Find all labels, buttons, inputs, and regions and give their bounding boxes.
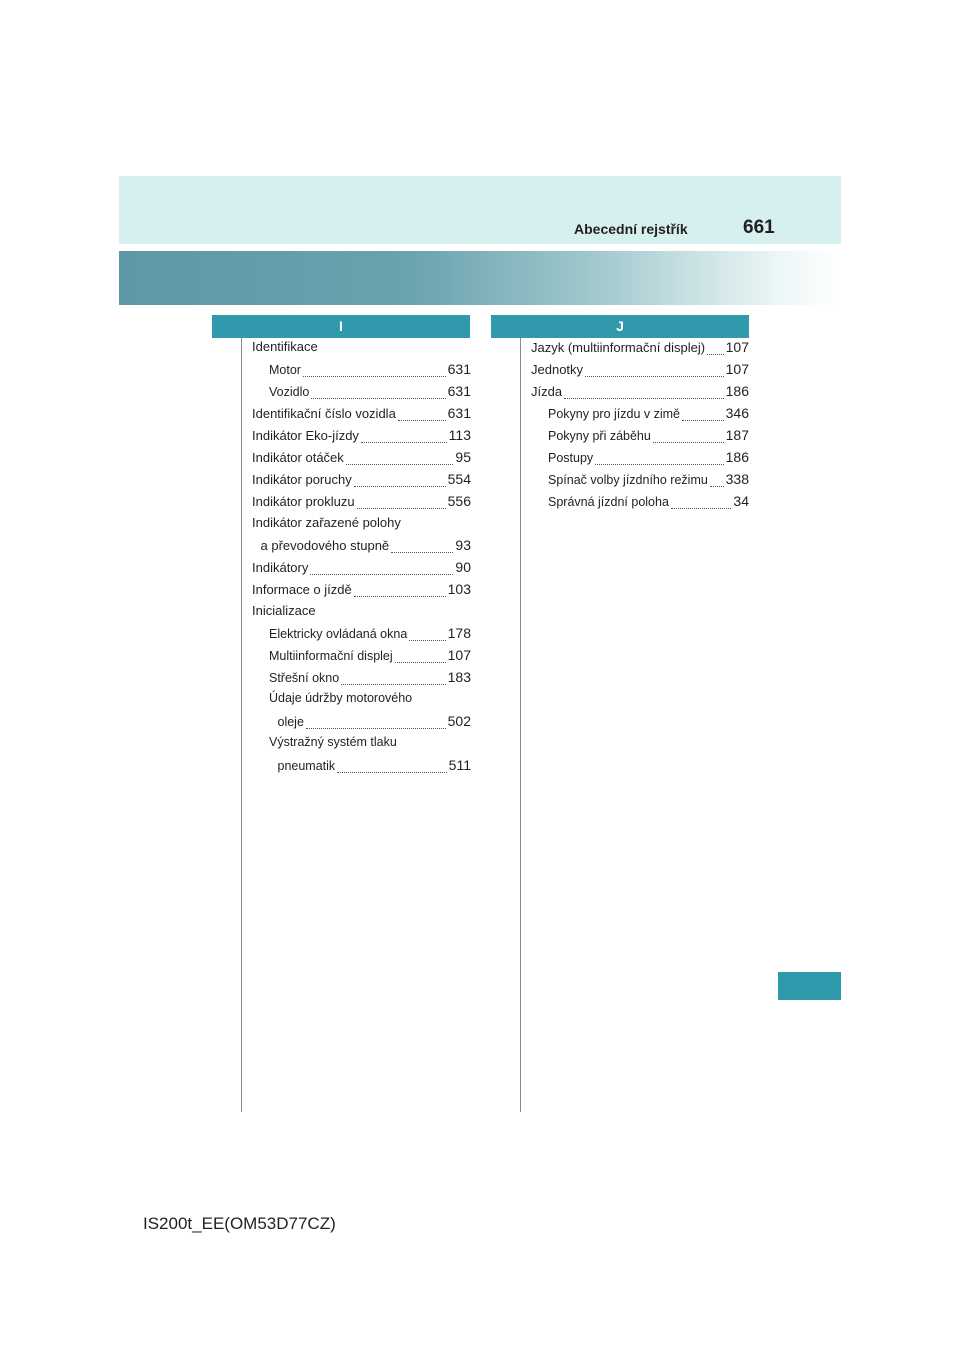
index-entry-label: Postupy: [548, 451, 594, 465]
leader-dots: [310, 574, 453, 575]
index-entry-label: Správná jízdní poloha: [548, 495, 669, 509]
leader-dots: [707, 354, 724, 355]
leader-dots: [341, 684, 445, 685]
index-entry: [252, 713, 471, 735]
index-entry: [252, 383, 471, 405]
index-entry-page: 554: [447, 471, 471, 487]
leader-dots: [682, 420, 724, 421]
index-entry-page: 556: [447, 493, 471, 509]
index-entry-label: Jazyk (multiinformační displej): [531, 340, 706, 355]
leader-dots: [595, 464, 723, 465]
index-entry: [252, 405, 471, 427]
column-divider: [241, 338, 242, 1112]
index-entry-label: Indikátor Eko-jízdy: [252, 428, 359, 443]
index-entry-label: Pokyny pro jízdu v zimě: [548, 407, 680, 421]
column-divider: [520, 338, 521, 1112]
leader-dots: [354, 596, 446, 597]
leader-dots: [306, 728, 446, 729]
index-entry: [252, 339, 471, 361]
leader-dots: [398, 420, 446, 421]
index-entry-page: 186: [725, 383, 749, 399]
index-entry-label: Informace o jízdě: [252, 582, 352, 597]
index-entry: [531, 383, 749, 405]
index-entry-page: 90: [455, 559, 471, 575]
index-entry: [531, 427, 749, 449]
index-entry: [252, 735, 471, 757]
section-title: Abecední rejstřík: [574, 221, 688, 237]
index-entry-label: Výstražný systém tlaku: [269, 735, 397, 749]
index-entry-page: 338: [725, 471, 749, 487]
index-entry: [252, 515, 471, 537]
index-entry-page: 346: [725, 405, 749, 421]
letter-heading-j: J: [491, 315, 749, 338]
index-entry: [252, 757, 471, 779]
index-entry: [252, 691, 471, 713]
index-entry-page: 103: [447, 581, 471, 597]
index-entry-label: pneumatik: [277, 759, 336, 773]
index-entry-label: Vozidlo: [269, 385, 310, 399]
index-entry-page: 178: [447, 625, 471, 641]
index-entry: [252, 493, 471, 515]
leader-dots: [357, 508, 446, 509]
leader-dots: [303, 376, 446, 377]
index-entry-page: 93: [455, 537, 471, 553]
decorative-gradient-band: [119, 251, 841, 305]
leader-dots: [391, 552, 453, 553]
chapter-side-tab: [778, 972, 841, 1000]
leader-dots: [311, 398, 445, 399]
leader-dots: [671, 508, 732, 509]
index-entry-page: 107: [447, 647, 471, 663]
index-entry-label: Jednotky: [531, 362, 584, 377]
index-entry: [531, 449, 749, 471]
index-entry-page: 107: [725, 339, 749, 355]
leader-dots: [354, 486, 446, 487]
leader-dots: [585, 376, 724, 377]
index-column-i: [252, 339, 471, 779]
index-entry: [252, 581, 471, 603]
index-entry-page: 186: [725, 449, 749, 465]
index-entry: [531, 493, 749, 515]
index-entry-label: Střešní okno: [269, 671, 340, 685]
index-entry: [252, 471, 471, 493]
leader-dots: [710, 486, 724, 487]
index-entry-label: a převodového stupně: [260, 538, 390, 553]
index-entry: [531, 339, 749, 361]
index-entry-label: Indikátor zařazené polohy: [252, 515, 401, 530]
index-entry: [531, 405, 749, 427]
index-entry: [531, 361, 749, 383]
leader-dots: [361, 442, 447, 443]
index-entry: [252, 559, 471, 581]
index-entry-page: 631: [447, 405, 471, 421]
index-entry-label: Jízda: [531, 384, 563, 399]
leader-dots: [653, 442, 724, 443]
page-number: 661: [743, 217, 775, 238]
index-entry-label: Indikátory: [252, 560, 309, 575]
index-entry: [531, 471, 749, 493]
index-entry-label: Pokyny při záběhu: [548, 429, 651, 443]
index-entry: [252, 603, 471, 625]
index-entry-page: 34: [733, 493, 749, 509]
index-entry-page: 511: [448, 757, 471, 773]
index-entry-page: 187: [725, 427, 749, 443]
index-column-j: [531, 339, 749, 515]
index-entry-label: Údaje údržby motorového: [269, 691, 413, 705]
leader-dots: [564, 398, 724, 399]
index-entry: [252, 625, 471, 647]
leader-dots: [337, 772, 446, 773]
index-entry-label: Elektricky ovládaná okna: [269, 627, 408, 641]
index-entry: [252, 647, 471, 669]
leader-dots: [409, 640, 445, 641]
index-entry-label: Indikátor prokluzu: [252, 494, 355, 509]
document-code: IS200t_EE(OM53D77CZ): [143, 1214, 336, 1233]
index-entry-label: Motor: [269, 363, 301, 377]
index-entry-page: 502: [447, 713, 471, 729]
index-entry-page: 631: [447, 361, 471, 377]
index-entry-label: Inicializace: [252, 603, 316, 618]
index-entry-label: Indikátor poruchy: [252, 472, 352, 487]
index-entry-label: Identifikační číslo vozidla: [252, 406, 396, 421]
leader-dots: [346, 464, 454, 465]
header-band: [119, 176, 841, 244]
index-entry-page: 113: [448, 427, 471, 443]
index-entry-label: Identifikace: [252, 339, 318, 354]
letter-heading-i: I: [212, 315, 470, 338]
index-entry-page: 631: [447, 383, 471, 399]
leader-dots: [395, 662, 446, 663]
index-entry: [252, 537, 471, 559]
index-entry: [252, 669, 471, 691]
index-entry: [252, 427, 471, 449]
index-entry-label: oleje: [277, 715, 304, 729]
index-entry: [252, 361, 471, 383]
index-entry-page: 107: [725, 361, 749, 377]
index-entry-label: Spínač volby jízdního režimu: [548, 473, 708, 487]
index-entry-page: 183: [447, 669, 471, 685]
index-entry-label: Indikátor otáček: [252, 450, 344, 465]
index-entry: [252, 449, 471, 471]
index-entry-page: 95: [455, 449, 471, 465]
index-entry-label: Multiinformační displej: [269, 649, 393, 663]
